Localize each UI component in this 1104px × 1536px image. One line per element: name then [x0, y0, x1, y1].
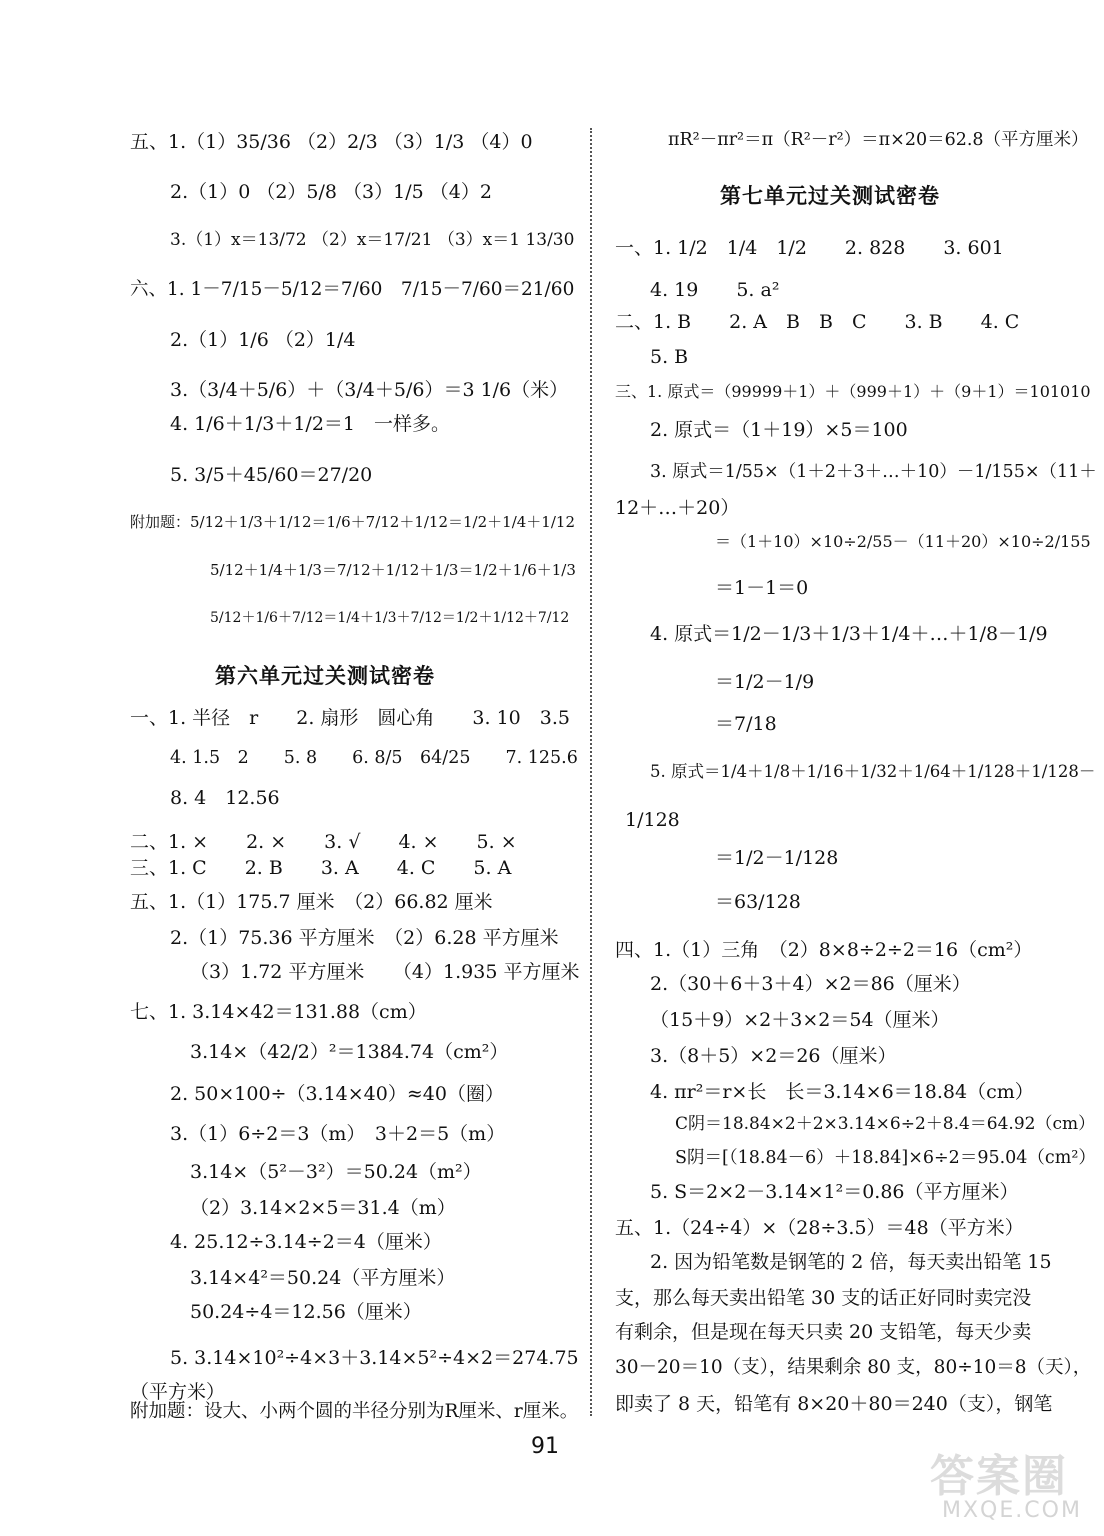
- left-answer-line: 5/12＋1/4＋1/3＝7/12＋1/12＋1/3＝1/2＋1/6＋1/3: [210, 561, 576, 579]
- right-answer-line: ＝1/2－1/128: [715, 847, 839, 869]
- left-answer-line: 5. 3/5＋45/60＝27/20: [170, 464, 373, 486]
- right-answer-line: ＝1－1＝0: [715, 577, 809, 599]
- right-answer-line: 二、1. B 2. A B B C 3. B 4. C: [615, 311, 1020, 333]
- right-answer-line: 5. B: [650, 346, 689, 368]
- right-answer-line: 三、1. 原式＝（99999＋1）＋（999＋1）＋（9＋1）＝101010: [615, 382, 1091, 401]
- right-answer-line: 12＋…＋20）: [615, 497, 740, 519]
- right-answer-line: ＝7/18: [715, 713, 777, 735]
- left-answer-line: 3.14×（5²－3²）＝50.24（m²）: [190, 1161, 482, 1183]
- right-answer-line: 五、1.（24÷4）×（28÷3.5）＝48（平方米）: [615, 1217, 1024, 1239]
- left-answer-line: 3.14×4²＝50.24（平方厘米）: [190, 1267, 456, 1289]
- left-answer-line: （平方米）: [130, 1381, 226, 1403]
- left-answer-line: 5/12＋1/6＋7/12＝1/4＋1/3＋7/12＝1/2＋1/12＋7/12: [210, 610, 570, 626]
- right-answer-line: ＝63/128: [715, 891, 801, 913]
- right-answer-line: （15＋9）×2＋3×2＝54（厘米）: [650, 1009, 950, 1031]
- column-divider: [590, 128, 592, 1416]
- right-answer-line: 4. πr²＝r×长 长＝3.14×6＝18.84（cm）: [650, 1081, 1034, 1103]
- right-answer-line: 5. S＝2×2－3.14×1²＝0.86（平方厘米）: [650, 1181, 1019, 1203]
- left-answer-line: 3.（1）x＝13/72 （2）x＝17/21 （3）x＝1 13/30: [170, 230, 575, 250]
- left-answer-line: 4. 1.5 2 5. 8 6. 8/5 64/25 7. 125.6: [170, 748, 578, 768]
- right-answer-line: S阴＝[（18.84－6）＋18.84]×6÷2＝95.04（cm²）: [675, 1148, 1096, 1168]
- left-answer-line: 附加题：5/12＋1/3＋1/12＝1/6＋7/12＋1/12＝1/2＋1/4＋1/12: [130, 513, 575, 531]
- right-answer-line: 即卖了 8 天，铅笔有 8×20＋80＝240（支），钢笔: [615, 1393, 1053, 1415]
- left-answer-line: 五、1.（1）175.7 厘米 （2）66.82 厘米: [130, 891, 493, 913]
- right-answer-line: 30－20＝10（支），结果剩余 80 支，80÷10＝8（天），: [615, 1357, 1092, 1378]
- page-number: 91: [531, 1434, 559, 1459]
- left-section-title: 第六单元过关测试密卷: [215, 664, 435, 688]
- left-answer-line: （2）3.14×2×5＝31.4（m）: [190, 1197, 456, 1219]
- right-section-title: 第七单元过关测试密卷: [720, 184, 940, 208]
- right-answer-line: 1/128: [625, 809, 680, 831]
- left-answer-line: 一、1. 半径 r 2. 扇形 圆心角 3. 10 3.5: [130, 707, 570, 729]
- left-answer-line: 三、1. C 2. B 3. A 4. C 5. A: [130, 857, 512, 879]
- right-answer-line: C阴＝18.84×2＋2×3.14×6÷2＋8.4＝64.92（cm）: [675, 1114, 1096, 1134]
- left-answer-line: 3.14×（42/2）²＝1384.74（cm²）: [190, 1041, 509, 1063]
- right-answer-line: 2. 因为铅笔数是钢笔的 2 倍，每天卖出铅笔 15: [650, 1251, 1052, 1273]
- left-answer-line: 4. 1/6＋1/3＋1/2＝1 一样多。: [170, 413, 450, 435]
- right-answer-line: 3.（8＋5）×2＝26（厘米）: [650, 1045, 897, 1067]
- left-answer-line: 六、1. 1－7/15－5/12＝7/60 7/15－7/60＝21/60: [130, 279, 575, 300]
- left-answer-line: 8. 4 12.56: [170, 787, 280, 809]
- left-answer-line: 二、1. × 2. × 3. √ 4. × 5. ×: [130, 831, 517, 853]
- left-answer-line: 附加题：设大、小两个圆的半径分别为R厘米、r厘米。: [130, 1401, 579, 1422]
- left-answer-line: 2.（1）0 （2）5/8 （3）1/5 （4）2: [170, 181, 492, 203]
- left-answer-line: 2.（1）75.36 平方厘米 （2）6.28 平方厘米: [170, 927, 559, 949]
- right-answer-line: 2.（30＋6＋3＋4）×2＝86（厘米）: [650, 973, 971, 995]
- right-answer-line: 4. 原式＝1/2－1/3＋1/3＋1/4＋…＋1/8－1/9: [650, 623, 1048, 645]
- watermark-brand: 答案圈: [930, 1451, 1068, 1502]
- left-answer-line: 4. 25.12÷3.14÷2＝4（厘米）: [170, 1231, 442, 1253]
- right-answer-line: 一、1. 1/2 1/4 1/2 2. 828 3. 601: [615, 237, 1004, 259]
- left-answer-line: 七、1. 3.14×42＝131.88（cm）: [130, 1001, 427, 1023]
- left-answer-line: 3.（1）6÷2＝3（m） 3＋2＝5（m）: [170, 1123, 506, 1145]
- left-answer-line: 2. 50×100÷（3.14×40）≈40（圈）: [170, 1083, 504, 1105]
- right-answer-line: 4. 19 5. a²: [650, 279, 780, 301]
- right-answer-line: 2. 原式＝（1＋19）×5＝100: [650, 419, 908, 441]
- left-answer-line: 2.（1）1/6 （2）1/4: [170, 329, 356, 351]
- left-answer-line: 3.（3/4＋5/6）＋（3/4＋5/6）＝3 1/6（米）: [170, 379, 569, 401]
- right-answer-line: ＝（1＋10）×10÷2/55－（11＋20）×10÷2/155: [715, 532, 1091, 551]
- right-answer-line: 支，那么每天卖出铅笔 30 支的话正好同时卖完没: [615, 1287, 1032, 1309]
- left-answer-line: （3）1.72 平方厘米 （4）1.935 平方厘米: [190, 961, 580, 983]
- right-answer-line: 四、1.（1）三角 （2）8×8÷2÷2＝16（cm²）: [615, 939, 1033, 961]
- watermark-site: MXQE.COM: [942, 1498, 1082, 1523]
- right-answer-line: 5. 原式＝1/4＋1/8＋1/16＋1/32＋1/64＋1/128＋1/128－: [650, 762, 1096, 781]
- watermark-logo: [920, 1440, 1096, 1530]
- left-answer-line: 五、1.（1）35/36 （2）2/3 （3）1/3 （4）0: [130, 131, 533, 153]
- right-answer-line: ＝1/2－1/9: [715, 671, 815, 693]
- right-answer-line: 3. 原式＝1/55×（1＋2＋3＋…＋10）－1/155×（11＋: [650, 462, 1097, 482]
- right-answer-line: 有剩余，但是现在每天只卖 20 支铅笔，每天少卖: [615, 1321, 1032, 1343]
- left-answer-line: 50.24÷4＝12.56（厘米）: [190, 1301, 422, 1323]
- left-answer-line: 5. 3.14×10²÷4×3＋3.14×5²÷4×2＝274.75: [170, 1347, 579, 1369]
- right-answer-line: πR²－πr²＝π（R²－r²）＝π×20＝62.8（平方厘米）: [668, 130, 1089, 150]
